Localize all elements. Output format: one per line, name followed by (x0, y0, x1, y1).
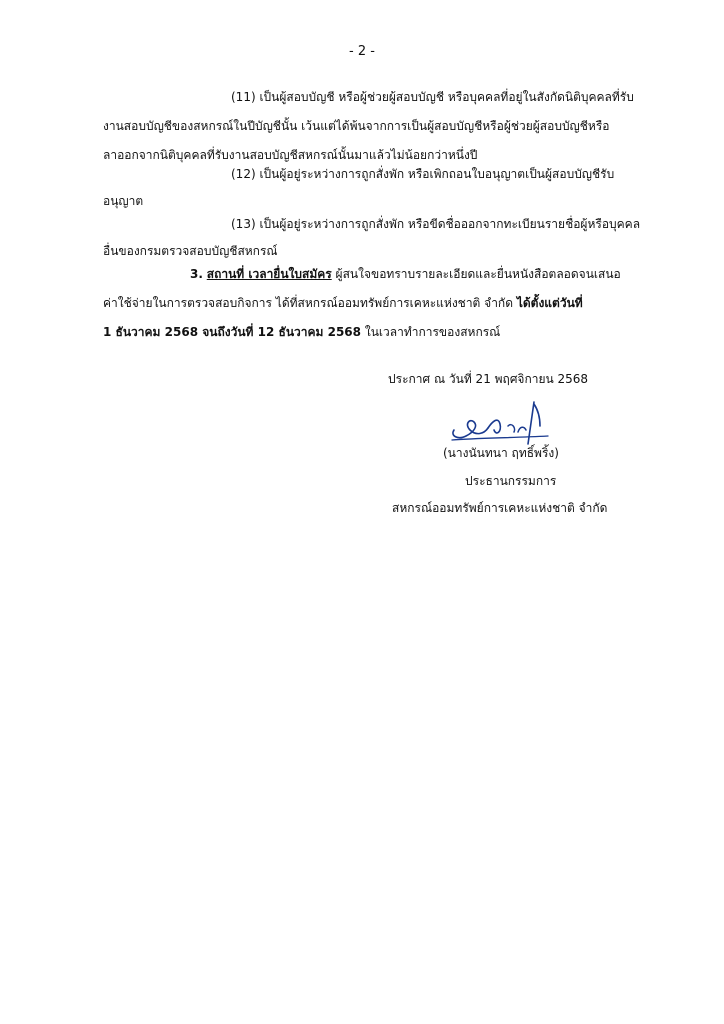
section-3-line-3 (103, 324, 500, 340)
item-11-line-2: งานสอบบัญชีของสหกรณ์ในปีบัญชีนั้น เว้นแต่ได้พ้นจากการเป็นผู้สอบบัญชีหรือผู้ช่วยผู้สอบบัญชีหรือ (103, 119, 610, 133)
page-number: - 2 - (349, 44, 375, 59)
section-3-line-2 (103, 295, 583, 311)
signature-image (448, 396, 558, 452)
section-3-line-3-text: ในเวลาทำการของสหกรณ์ (364, 325, 501, 339)
announcement-date: ประกาศ ณ วันที่ 21 พฤศจิกายน 2568 (388, 372, 589, 386)
item-12-line-2: อนุญาต (103, 194, 144, 208)
section-3-number: 3. (190, 267, 203, 281)
section-3-line-1-text: ผู้สนใจขอทราบรายละเอียดและยื่นหนังสือตลอดจนเสนอ (335, 267, 621, 281)
item-13-line-1: (13) เป็นผู้อยู่ระหว่างการถูกสั่งพัก หรือขีดชื่อออกจากทะเบียนรายชื่อผู้หรือบุคคล (231, 217, 641, 231)
section-3-heading: สถานที่ เวลายื่นใบสมัคร (206, 267, 332, 281)
section-3-line-2-text: ค่าใช้จ่ายในการตรวจสอบกิจการ ได้ที่สหกรณ์ออมทรัพย์การเคหะแห่งชาติ จำกัด (103, 296, 513, 310)
signer-title: ประธานกรรมการ (465, 474, 557, 488)
signer-name: (นางนันทนา ฤทธิ์พริ้ง) (443, 446, 559, 460)
section-3-line-1 (190, 266, 621, 282)
section-3-date-range: 1 ธันวาคม 2568 จนถึงวันที่ 12 ธันวาคม 2568 (103, 325, 362, 339)
item-13-line-2: อื่นของกรมตรวจสอบบัญชีสหกรณ์ (103, 244, 278, 258)
organization-name: สหกรณ์ออมทรัพย์การเคหะแห่งชาติ จำกัด (392, 501, 608, 515)
item-12-line-1: (12) เป็นผู้อยู่ระหว่างการถูกสั่งพัก หรือเพิกถอนใบอนุญาตเป็นผู้สอบบัญชีรับ (231, 167, 615, 181)
section-3-line-2-bold: ได้ตั้งแต่วันที่ (516, 296, 583, 310)
item-11-line-3: ลาออกจากนิติบุคคลที่รับงานสอบบัญชีสหกรณ์นั้นมาแล้วไม่น้อยกว่าหนึ่งปี (103, 148, 478, 162)
item-11-line-1: (11) เป็นผู้สอบบัญชี หรือผู้ช่วยผู้สอบบัญชี หรือบุคคลที่อยู่ในสังกัดนิติบุคคลที่รับ (231, 90, 634, 104)
